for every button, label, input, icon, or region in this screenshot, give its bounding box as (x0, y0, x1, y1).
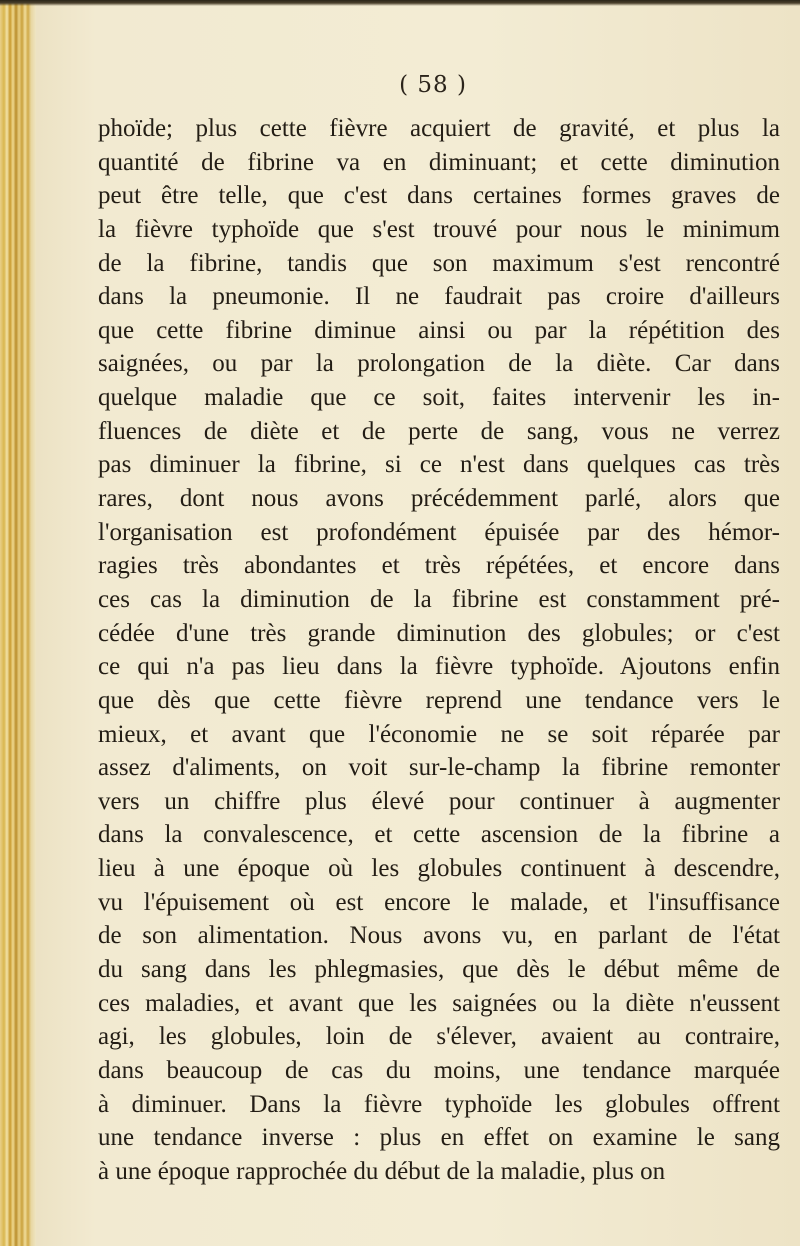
text-line: ces cas la diminution de la fibrine est constamment pré- (98, 585, 780, 613)
text-line: dans la convalescence, et cette ascension de la fibrine a (98, 821, 780, 849)
text-line: ce qui n'a pas lieu dans la fièvre typhoïde. Ajoutons enfin (98, 653, 780, 681)
text-line: vers un chiffre plus élevé pour continuer à augmenter (98, 787, 780, 815)
text-line: à une époque rapprochée du début de la maladie, plus on (98, 1157, 666, 1185)
text-line: une tendance inverse : plus en effet on examine le sang (98, 1124, 780, 1152)
text-line: l'organisation est profondément épuisée par des hémor- (98, 518, 780, 546)
text-line: dans la pneumonie. Il ne faudrait pas croire d'ailleurs (98, 283, 780, 311)
text-line: dans beaucoup de cas du moins, une tendance marquée (98, 1056, 780, 1084)
text-line: de la fibrine, tandis que son maximum s'est rencontré (98, 249, 780, 277)
text-line: lieu à une époque où les globules continuent à descendre, (98, 855, 780, 883)
text-line: phoïde; plus cette fièvre acquiert de gravité, et plus la (98, 115, 780, 142)
top-page-edge (0, 0, 800, 6)
text-line: vu l'épuisement où est encore le malade, et l'insuffisance (98, 888, 780, 916)
text-line: ragies très abondantes et très répétées, et encore dans (98, 552, 780, 580)
text-line: quelque maladie que ce soit, faites intervenir les in- (98, 384, 780, 412)
text-line: que cette fibrine diminue ainsi ou par la répétition des (98, 316, 780, 344)
text-line: quantité de fibrine va en diminuant; et cette diminution (98, 148, 780, 176)
text-line: peut être telle, que c'est dans certaines formes graves de (98, 182, 780, 210)
text-line: pas diminuer la fibrine, si ce n'est dans quelques cas très (98, 451, 780, 479)
body-text (98, 112, 780, 1189)
text-line: rares, dont nous avons précédemment parlé, alors que (98, 485, 780, 513)
book-binding-edge (0, 0, 36, 1246)
text-line: que dès que cette fièvre reprend une tendance vers le (98, 686, 780, 714)
page-number: ( 58 ) (399, 72, 467, 98)
text-line: fluences de diète et de perte de sang, vous ne verrez (98, 417, 780, 445)
text-line: mieux, et avant que l'économie ne se soit réparée par (98, 720, 780, 748)
text-line: agi, les globules, loin de s'élever, avaient au contraire, (98, 1023, 780, 1051)
text-line: ces maladies, et avant que les saignées ou la diète n'eussent (98, 989, 780, 1017)
text-line: saignées, ou par la prolongation de la diète. Car dans (98, 350, 780, 378)
text-line: la fièvre typhoïde que s'est trouvé pour nous le minimum (98, 215, 780, 243)
text-line: cédée d'une très grande diminution des globules; or c'est (98, 619, 780, 647)
text-line: du sang dans les phlegmasies, que dès le début même de (98, 956, 780, 984)
text-line: à diminuer. Dans la fièvre typhoïde les globules offrent (98, 1090, 780, 1118)
text-line: de son alimentation. Nous avons vu, en parlant de l'état (98, 922, 780, 950)
text-line: assez d'aliments, on voit sur-le-champ la fibrine remonter (98, 754, 780, 782)
